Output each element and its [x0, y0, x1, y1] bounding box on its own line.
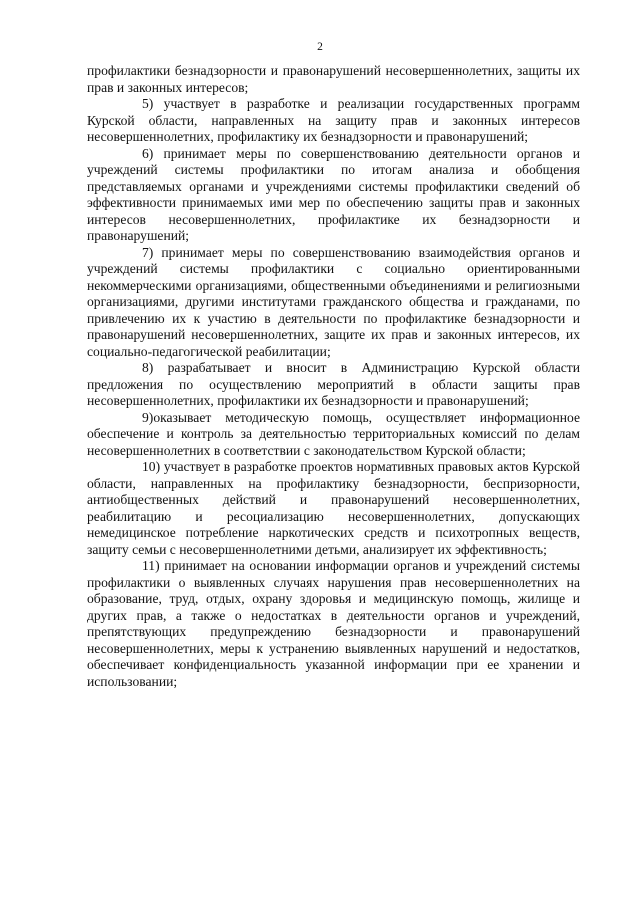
paragraph-item-7: 7) принимает меры по совершенствованию взаимодействия органов и учреждений системы профилактики с социально ориентированными некоммерческими организациями, общественными объединениями и религиозными организациями, другими институтами гражданского общества и гражданами, по привлечению их к участию в деятельности по профилактике безнадзорности и правонарушений несовершеннолетних, защите их прав и законных интересов, их социально-педагогической реабилитации;: [87, 244, 580, 359]
paragraph-item-5: 5) участвует в разработке и реализации государственных программ Курской области, направленных на защиту прав и законных интересов несовершеннолетних, профилактику их безнадзорности и правонарушений;: [87, 96, 580, 144]
paragraph-item-10: 10) участвует в разработке проектов нормативных правовых актов Курской области, направленных на профилактику безнадзорности, беспризорности, антиобщественных действий и правонарушений несовершеннолетних, реабилитацию и ресоциализацию несовершеннолетних, допускающих немедицинское потребление наркотических средств и психотропных веществ, защиту семьи с несовершеннолетними детьми, анализирует их эффективность;: [87, 459, 580, 557]
document-body: [87, 63, 580, 690]
page-number: 2: [317, 41, 323, 53]
paragraph-item-8: 8) разрабатывает и вносит в Администрацию Курской области предложения по осуществлению мероприятий в области защиты прав несовершеннолетних, профилактики их безнадзорности и правонарушений;: [87, 360, 580, 408]
paragraph-continuation: профилактики безнадзорности и правонарушений несовершеннолетних, защиты их прав и законных интересов;: [87, 63, 580, 95]
paragraph-item-9: 9)оказывает методическую помощь, осуществляет информационное обеспечение и контроль за деятельностью территориальных комиссий по делам несовершеннолетних в соответствии с законодательством Курской области;: [87, 409, 580, 458]
paragraph-item-11: 11) принимает на основании информации органов и учреждений системы профилактики о выявленных случаях нарушения прав несовершеннолетних на образование, труд, отдых, охрану здоровья и медицинскую помощь, жилище и других прав, а также о недостатках в деятельности органов и учреждений, препятствующих предупреждению безнадзорности и правонарушений несовершеннолетних, меры к устранению выявленных нарушений и недостатков, обеспечивает конфиденциальность указанной информации при ее хранении и использовании;: [87, 558, 580, 689]
paragraph-item-6: 6) принимает меры по совершенствованию деятельности органов и учреждений системы профилактики по итогам анализа и обобщения представляемых органами и учреждениями системы профилактики сведений об эффективности принимаемых ими мер по обеспечению защиты прав и законных интересов несовершеннолетних, профилактике их безнадзорности и правонарушений;: [87, 145, 580, 243]
